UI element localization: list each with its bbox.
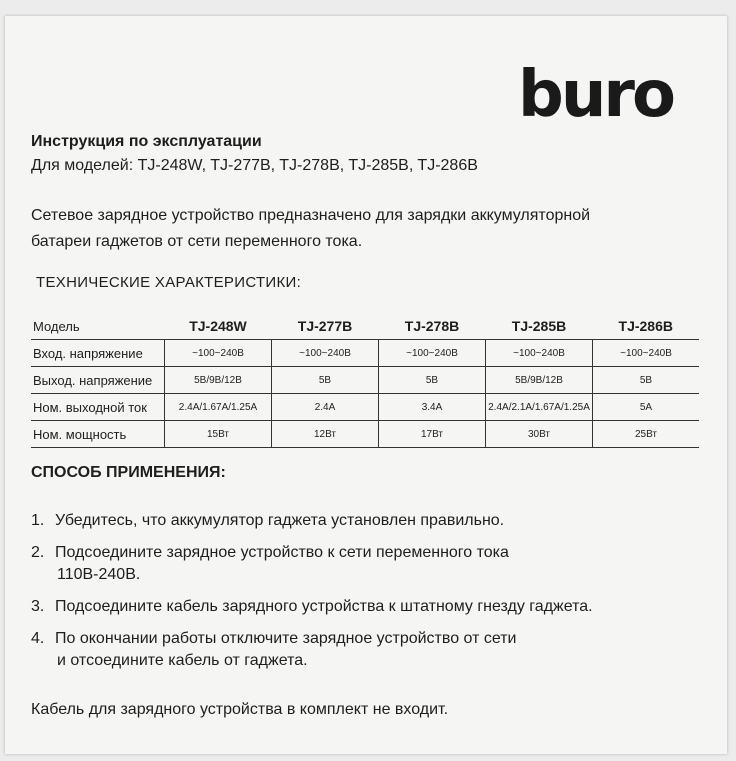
model-column-header: TJ-285B (511, 318, 567, 334)
list-item (31, 596, 721, 618)
table-cell: ~100~240В (272, 340, 379, 367)
table-cell: 5В (379, 367, 486, 394)
step-number: 4. (31, 630, 45, 647)
table-cell: 5A (593, 394, 700, 421)
table-cell: 5В/9В/12В (486, 367, 593, 394)
step-continuation: и отсоедините кабель от гаджета. (57, 652, 308, 669)
table-cell: ~100~240В (593, 340, 700, 367)
table-row (31, 421, 699, 448)
step-text: Убедитесь, что аккумулятор гаджета установлен правильно. (55, 512, 505, 529)
row-label: Ном. мощность (31, 421, 165, 448)
table-cell: 3.4A (379, 394, 486, 421)
specs-heading: ТЕХНИЧЕСКИЕ ХАРАКТЕРИСТИКИ: (36, 274, 302, 291)
specs-header-row (31, 313, 699, 340)
usage-heading: СПОСОБ ПРИМЕНЕНИЯ: (31, 464, 226, 481)
intro-paragraph (31, 203, 711, 255)
specs-table (31, 313, 699, 448)
step-number: 1. (31, 512, 45, 529)
table-cell: 5В (593, 367, 700, 394)
table-row (31, 367, 699, 394)
table-cell: 17Вт (379, 421, 486, 448)
step-text: По окончании работы отключите зарядное устройство от сети (55, 630, 517, 647)
step-number: 2. (31, 544, 45, 561)
table-cell: ~100~240В (486, 340, 593, 367)
step-continuation: 110В-240В. (57, 566, 141, 583)
table-cell: 5В (272, 367, 379, 394)
list-item (31, 542, 721, 586)
table-cell: 2.4A (272, 394, 379, 421)
footer-note: Кабель для зарядного устройства в комплект не входит. (31, 701, 449, 718)
table-cell: ~100~240В (379, 340, 486, 367)
row-label: Выход. напряжение (31, 367, 165, 394)
table-cell: 30Вт (486, 421, 593, 448)
intro-line: батареи гаджетов от сети переменного тока. (31, 233, 363, 250)
table-row (31, 340, 699, 367)
document-title: Инструкция по эксплуатации (31, 133, 262, 150)
brand-logo: buro (518, 58, 673, 132)
models-line: Для моделей: TJ-248W, TJ-277B, TJ-278B, TJ-285B, TJ-286B (31, 157, 478, 174)
model-column-header: TJ-278B (404, 318, 460, 334)
step-text: Подсоедините кабель зарядного устройства к штатному гнезду гаджета. (55, 598, 593, 615)
row-label: Ном. выходной ток (31, 394, 165, 421)
model-column-header: TJ-286B (618, 318, 673, 334)
instruction-sheet (5, 16, 727, 754)
intro-line: Сетевое зарядное устройство предназначено для зарядки аккумуляторной (31, 207, 591, 224)
specs-header-label: Модель (33, 318, 80, 334)
step-text: Подсоедините зарядное устройство к сети переменного тока (55, 544, 509, 561)
usage-steps (31, 510, 721, 682)
table-cell: 2.4A/1.67A/1.25A (165, 394, 272, 421)
table-cell: 25Вт (593, 421, 700, 448)
table-cell: 12Вт (272, 421, 379, 448)
table-cell: ~100~240В (165, 340, 272, 367)
table-cell: 2.4A/2.1A/1.67A/1.25A (486, 394, 593, 421)
list-item (31, 510, 721, 532)
table-cell: 15Вт (165, 421, 272, 448)
row-label: Вход. напряжение (31, 340, 165, 367)
step-number: 3. (31, 598, 45, 615)
table-row (31, 394, 699, 421)
list-item (31, 628, 721, 672)
table-cell: 5В/9В/12В (165, 367, 272, 394)
model-column-header: TJ-248W (189, 318, 247, 334)
model-column-header: TJ-277B (297, 318, 353, 334)
